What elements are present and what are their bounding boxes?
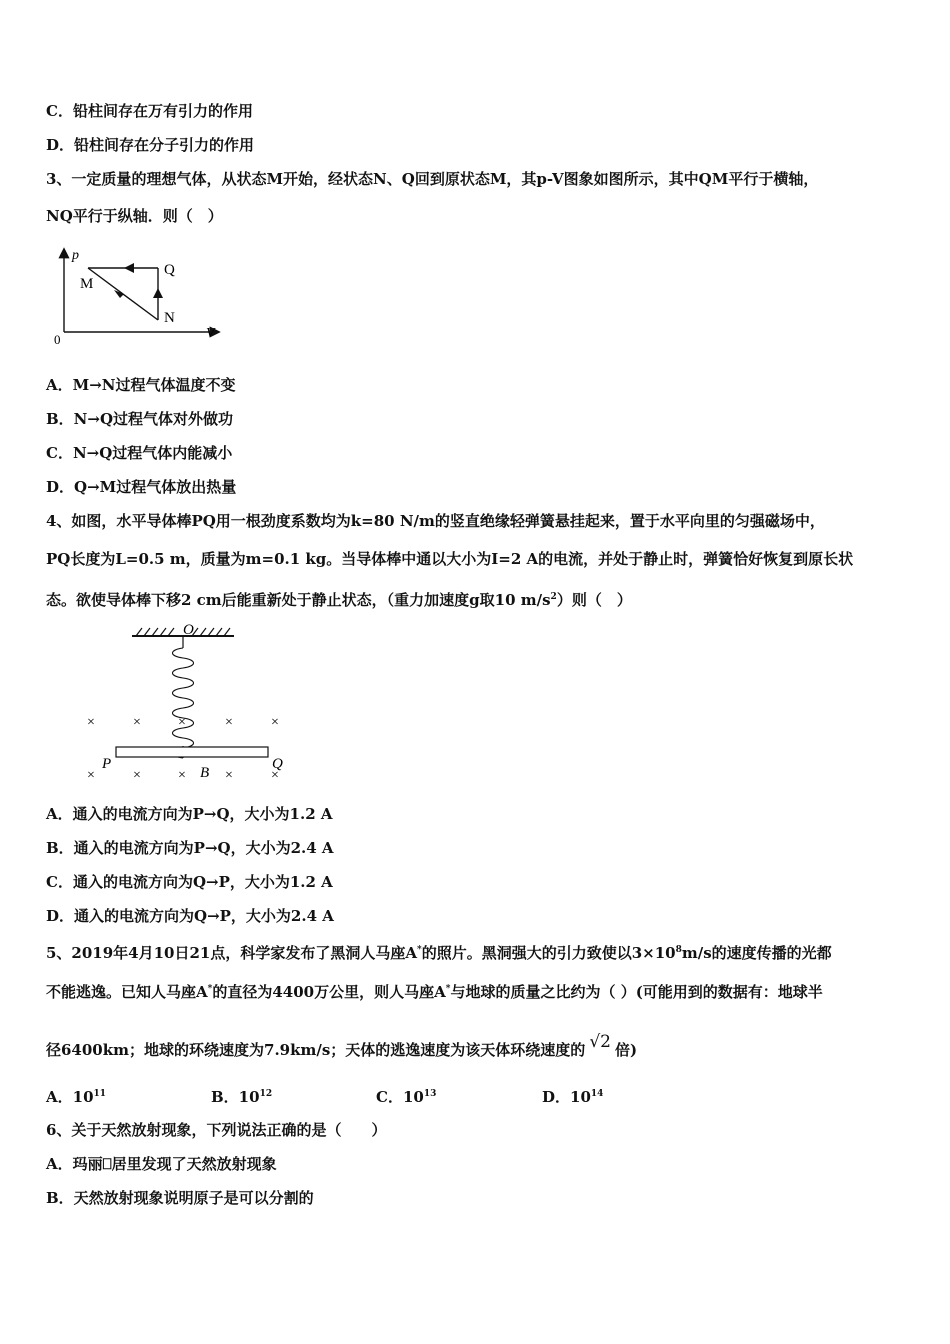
pv-origin-label: 0	[54, 332, 61, 347]
q3-option-b: B．N→Q过程气体对外做功	[46, 410, 234, 428]
q6-option-b: B．天然放射现象说明原子是可以分割的	[46, 1189, 314, 1207]
q5-option-b: B．$10^{12}$	[211, 1088, 273, 1106]
q3-option-c: C．N→Q过程气体内能减小	[46, 444, 233, 462]
spring-o-label: O	[183, 622, 194, 638]
q2-option-d: D．铅柱间存在分子引力的作用	[46, 136, 255, 154]
q4-stem-line3: 态。欲使导体棒下移2 cm后能重新处于静止状态，（重力加速度g取10 $m/s^2$）则（ ）	[46, 591, 632, 609]
pv-q-label: Q	[164, 262, 175, 278]
field-cross: ×	[133, 715, 141, 730]
q6-stem: 6、关于天然放射现象，下列说法正确的是（ ）	[46, 1121, 387, 1139]
q5-option-a: A．$10^{11}$	[46, 1088, 107, 1106]
pv-v-label: V	[206, 326, 215, 341]
q5-stem-line2: 不能逃逸。已知人马座A*的直径为4400万公里，则人马座A*与地球的质量之比约为（ ）(可能用到的数据有：地球半	[46, 983, 823, 1001]
q3-stem-line1: 3、一定质量的理想气体，从状态M开始，经状态N、Q回到原状态M，其p-V图象如图所示，其中QM平行于横轴，	[46, 170, 819, 188]
q4-option-d: D．通入的电流方向为Q→P，大小为2.4 A	[46, 907, 334, 925]
q2-option-c: C．铅柱间存在万有引力的作用	[46, 102, 253, 120]
q5-stem-line3: 径6400km；地球的环绕速度为7.9km/s；天体的逃逸速度为该天体环绕速度的 √2 倍)	[46, 1032, 638, 1059]
conductor-rod-pq	[116, 747, 268, 757]
q3-option-d: D．Q→M过程气体放出热量	[46, 478, 237, 496]
rod-q-label: Q	[272, 756, 283, 772]
field-b-label: B	[200, 765, 210, 781]
q5-stem-line1: 5、2019年4月10日21点，科学家发布了黑洞人马座A*的照片。黑洞强大的引力致使以$3\times 10^8m/s$的速度传播的光都	[46, 944, 832, 962]
pv-diagram	[50, 240, 230, 350]
q4-option-a: A．通入的电流方向为P→Q，大小为1.2 A	[46, 805, 333, 823]
spring-coil	[173, 648, 194, 758]
rod-p-label: P	[102, 756, 112, 772]
q4-option-c: C．通入的电流方向为Q→P，大小为1.2 A	[46, 873, 333, 891]
field-cross: ×	[271, 768, 279, 783]
q3-stem-line2: NQ平行于纵轴．则（ ）	[46, 207, 223, 225]
q4-stem-line2: PQ长度为L=0.5 m，质量为m=0.1 kg。当导体棒中通以大小为I=2 A的电流，并处于静止时，弹簧恰好恢复到原长状	[46, 550, 854, 568]
q5-option-c: C．$10^{13}$	[376, 1088, 437, 1106]
q3-option-a: A．M→N过程气体温度不变	[46, 376, 236, 394]
q4-stem-line1: 4、如图，水平导体棒PQ用一根劲度系数均为k=80 N/m的竖直绝缘轻弹簧悬挂起来，置于水平向里的匀强磁场中，	[46, 512, 825, 530]
q6-option-a: A．玛丽⎕居里发现了天然放射现象	[46, 1155, 277, 1173]
pv-m-label: M	[80, 276, 94, 292]
field-cross: ×	[178, 768, 186, 783]
q4-option-b: B．通入的电流方向为P→Q，大小为2.4 A	[46, 839, 334, 857]
field-cross: ×	[225, 715, 233, 730]
field-cross: ×	[271, 715, 279, 730]
field-cross: ×	[87, 768, 95, 783]
field-cross: ×	[225, 768, 233, 783]
pv-p-label: p	[72, 248, 79, 263]
pv-n-label: N	[164, 310, 175, 326]
sqrt-two: √2	[589, 1032, 611, 1052]
field-cross: ×	[178, 715, 186, 730]
q5-option-d: D．$10^{14}$	[542, 1088, 604, 1106]
spring-field-diagram	[80, 618, 300, 788]
field-cross: ×	[133, 768, 141, 783]
field-cross: ×	[87, 715, 95, 730]
